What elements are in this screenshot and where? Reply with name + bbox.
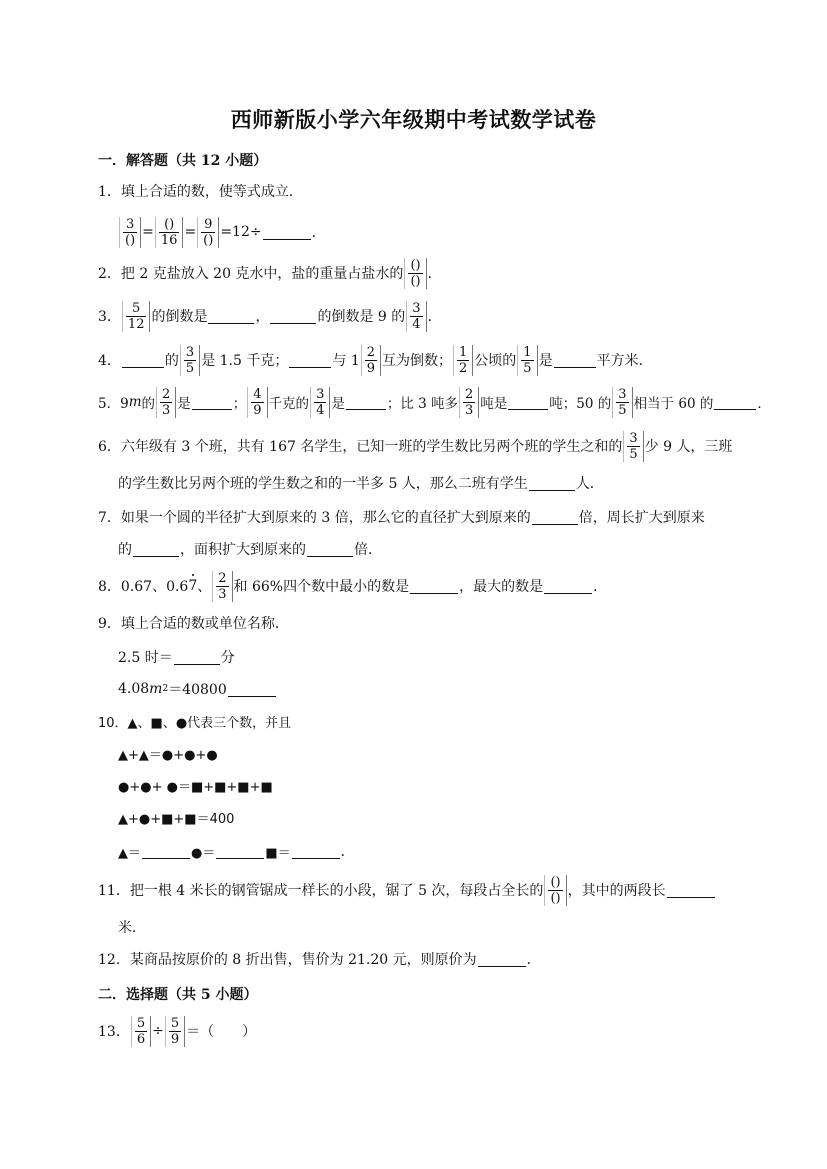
answer-blank[interactable] (289, 353, 331, 368)
fraction (453, 345, 473, 376)
numerator: 3 (316, 386, 325, 402)
question-text: ． (526, 952, 541, 968)
question-9-part-b (118, 674, 277, 704)
question-9 (98, 608, 289, 638)
fraction (212, 571, 232, 602)
denominator: 5 (618, 402, 627, 418)
question-text: 4． (98, 353, 121, 369)
fraction (165, 1016, 185, 1047)
question-text: 7．如果一个圆的半径扩大到原来的 3 倍，那么它的直径扩大到原来的 (98, 510, 531, 526)
question-text: 倍． (354, 542, 382, 558)
answer-blank[interactable] (714, 395, 756, 410)
numerator: 1 (459, 344, 468, 360)
numerator: 3 (618, 386, 627, 402)
answer-blank[interactable] (508, 395, 548, 410)
answer-blank[interactable] (667, 883, 715, 898)
numerator: () (410, 257, 421, 273)
answer-blank[interactable] (192, 395, 232, 410)
question-text: 8．0.67、0.6 (98, 579, 189, 595)
question-7-line-2 (118, 534, 382, 564)
question-text: =12÷ (220, 224, 262, 240)
answer-blank[interactable] (410, 579, 458, 594)
numerator: 3 (185, 344, 195, 360)
answer-blank[interactable] (142, 844, 190, 859)
question-text: ●+●+ ●＝■+■+■+■ (118, 779, 273, 795)
fraction (122, 301, 151, 332)
denominator: 9 (253, 402, 262, 418)
question-text: m (149, 681, 163, 697)
numerator: 9 (204, 216, 213, 232)
question-text: 12．某商品按原价的 8 折出售，售价为 21.20 元，则原价为 (98, 952, 477, 968)
question-text: 的倒数是 (151, 309, 208, 325)
denominator: 5 (629, 446, 638, 462)
question-text: ，最大的数是 (459, 579, 544, 595)
question-text: 互为倒数； (382, 353, 453, 369)
numerator: 3 (125, 216, 135, 232)
question-text: ． (427, 266, 442, 282)
question-text: ；比 3 吨多 (386, 396, 459, 412)
answer-blank[interactable] (307, 542, 353, 557)
question-text: ． (340, 844, 355, 860)
denominator: 12 (127, 316, 145, 332)
section-heading-answer: 一．解答题（共 12 小题） (98, 153, 268, 169)
numerator: () (550, 874, 561, 890)
question-text: 与 1 (332, 353, 360, 369)
denominator: 3 (218, 586, 227, 602)
numerator: 2 (218, 570, 227, 586)
section-heading-choice: 二．选择题（共 5 小题） (98, 987, 258, 1003)
fraction (459, 387, 479, 418)
question-text: ▲＝ (118, 845, 141, 861)
question-text: 1．填上合适的数，使等式成立． (98, 184, 303, 200)
question-10-eq-1 (118, 738, 218, 768)
fraction (310, 387, 330, 418)
question-text: ． (427, 309, 442, 325)
numerator: 3 (629, 430, 638, 446)
question-text: 千克的 (268, 396, 310, 412)
question-text: 米． (118, 920, 146, 936)
question-4 (98, 342, 653, 378)
question-text: 是 (331, 396, 345, 412)
answer-blank[interactable] (174, 650, 220, 665)
question-text: ＝（ ） (186, 1024, 257, 1040)
answer-blank[interactable] (208, 309, 254, 324)
question-text: 10．▲、■、●代表三个数，并且 (98, 715, 292, 731)
question-text: 的 (141, 396, 155, 412)
question-text: ； (232, 396, 247, 412)
question-text: 7 (188, 578, 198, 594)
denominator: 9 (170, 1031, 180, 1047)
question-text: 的 (118, 542, 132, 558)
numerator: 2 (465, 386, 474, 402)
question-1-equation (118, 212, 326, 252)
question-text: ＝40800 (168, 682, 227, 698)
question-text: ． (311, 225, 326, 241)
fraction (517, 345, 537, 376)
denominator: () (410, 273, 421, 289)
question-10-eq-2 (118, 770, 273, 800)
answer-blank[interactable] (529, 476, 575, 491)
fraction (247, 387, 267, 418)
question-text: 2 (162, 684, 169, 694)
question-text: 公顷的 (474, 353, 517, 369)
denominator: 6 (136, 1031, 146, 1047)
question-text: 2．把 2 克盐放入 20 克水中，盐的重量占盐水的 (98, 266, 404, 282)
question-8 (98, 568, 607, 604)
fraction (155, 217, 184, 248)
question-12 (98, 944, 541, 974)
denominator: 9 (366, 360, 376, 376)
fraction (361, 345, 381, 376)
fraction (623, 431, 643, 462)
fraction (131, 1016, 151, 1047)
question-text: 少 9 人，三班 (644, 439, 733, 455)
answer-blank[interactable] (133, 542, 179, 557)
page-title: 西师新版小学六年级期中考试数学试卷 (230, 107, 597, 132)
question-text: m (128, 394, 142, 410)
question-text: ，面积扩大到原来的 (180, 542, 306, 558)
answer-blank[interactable] (263, 225, 311, 240)
question-text: ●＝ (191, 845, 216, 861)
question-11-line-1 (98, 872, 716, 908)
numerator: 1 (523, 344, 532, 360)
question-text: 相当于 60 的 (633, 396, 714, 412)
fraction-answer-box[interactable] (404, 258, 426, 289)
denominator: 16 (160, 232, 178, 248)
denominator: 2 (459, 360, 468, 376)
question-text: ▲+●+■+■＝400 (118, 811, 235, 827)
question-text: ÷ (152, 1023, 164, 1039)
question-text: ，其中的两段长 (567, 883, 666, 899)
question-3 (98, 298, 442, 334)
question-text: 5．9 (98, 396, 129, 412)
question-6-line-1 (98, 428, 732, 464)
answer-blank[interactable] (346, 395, 386, 410)
question-text: 的倒数是 9 的 (317, 309, 406, 325)
question-text: 吨；50 的 (549, 396, 612, 412)
question-text: 人． (575, 476, 604, 492)
answer-blank[interactable] (554, 353, 596, 368)
question-text: 4.08 (118, 681, 150, 697)
answer-blank[interactable] (270, 309, 316, 324)
question-2 (98, 256, 442, 290)
question-7-line-1 (98, 502, 705, 532)
question-text: 分 (220, 650, 235, 666)
answer-blank[interactable] (544, 579, 592, 594)
question-10-answers (118, 836, 355, 866)
denominator: 5 (523, 360, 532, 376)
numerator: 3 (412, 300, 421, 316)
numerator: 5 (132, 300, 141, 316)
question-text: 2.5 时＝ (118, 650, 173, 666)
question-text: 是 1.5 千克； (201, 353, 289, 369)
denominator: () (203, 232, 214, 248)
question-text: 和 66%四个数中最小的数是 (233, 579, 410, 595)
numerator: () (164, 216, 175, 232)
denominator: () (550, 890, 561, 906)
denominator: 4 (412, 316, 421, 332)
answer-blank[interactable] (478, 952, 526, 967)
fraction (197, 217, 219, 248)
numerator: 5 (136, 1015, 146, 1031)
fraction (406, 301, 426, 332)
question-text: 的 (164, 353, 179, 369)
answer-blank[interactable] (228, 682, 276, 697)
question-9-part-a (118, 642, 235, 672)
question-text: 的学生数比另两个班的学生数之和的一半多 5 人，那么二班有学生 (118, 476, 528, 492)
question-text: 13． (98, 1024, 130, 1040)
question-text: 是 (177, 396, 191, 412)
denominator: 3 (465, 402, 474, 418)
question-text: 9．填上合适的数或单位名称． (98, 616, 289, 632)
answer-blank[interactable] (216, 844, 264, 859)
question-text: 倍，周长扩大到原来 (578, 510, 705, 526)
denominator: 5 (185, 360, 195, 376)
numerator: 2 (366, 344, 376, 360)
question-text: = (142, 224, 154, 240)
question-text: 是 (538, 353, 553, 369)
question-text: ． (593, 579, 608, 595)
question-text: ▲+▲＝●+●+● (118, 747, 218, 763)
answer-blank[interactable] (292, 844, 340, 859)
question-6-line-2 (118, 468, 604, 498)
question-text: = (184, 224, 197, 240)
question-11-line-2 (118, 912, 146, 942)
numerator: 5 (170, 1015, 180, 1031)
question-1 (98, 176, 303, 206)
question-13 (98, 1012, 256, 1050)
answer-blank[interactable] (122, 353, 164, 368)
answer-blank[interactable] (532, 510, 578, 525)
denominator: 3 (162, 402, 171, 418)
fraction (119, 217, 141, 248)
question-10-eq-3 (118, 802, 234, 832)
question-text: 3． (98, 309, 121, 325)
question-text: 11．把一根 4 米长的钢管锯成一样长的小段，锯了 5 次，每段占全长的 (98, 883, 544, 899)
question-10 (98, 706, 291, 736)
fraction (180, 345, 200, 376)
numerator: 2 (162, 386, 171, 402)
numerator: 4 (253, 386, 262, 402)
fraction-answer-box[interactable] (544, 875, 566, 906)
fraction (612, 387, 632, 418)
fraction (156, 387, 176, 418)
question-text: 平方米． (596, 353, 653, 369)
question-5 (98, 384, 771, 420)
denominator: () (125, 232, 136, 248)
denominator: 4 (316, 402, 325, 418)
question-text: ■＝ (265, 845, 291, 861)
question-text: ， (255, 309, 270, 325)
question-text: ． (757, 396, 771, 412)
question-text: 吨是 (480, 396, 508, 412)
question-text: 6．六年级有 3 个班，共有 167 名学生，已知一班的学生数比另两个班的学生之和的 (98, 439, 623, 455)
question-text: 、 (197, 579, 212, 595)
